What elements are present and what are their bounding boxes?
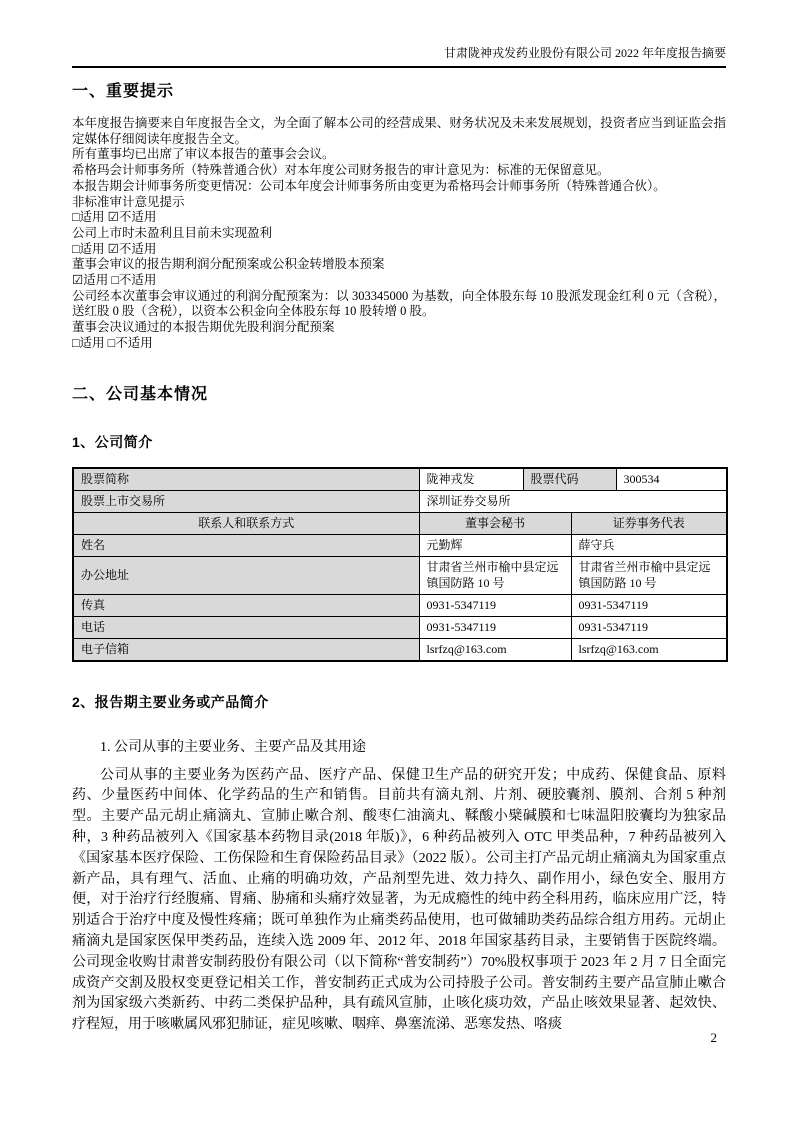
- row-label: 电子信箱: [73, 638, 419, 661]
- stock-code-label: 股票代码: [523, 468, 616, 491]
- representative-cell: lsrfzq@163.com: [571, 638, 727, 661]
- checkbox-line: □适用 ☑不适用: [72, 210, 157, 225]
- table-row-stock: [73, 468, 727, 491]
- secretary-cell: 0931-5347119: [419, 594, 571, 616]
- business-item-title: 1. 公司从事的主要业务、主要产品及其用途: [100, 739, 366, 755]
- row-label: 办公地址: [73, 556, 419, 594]
- notes-paragraph: 非标准审计意见提示: [72, 194, 185, 209]
- notes-paragraph: 董事会决议通过的本报告期优先股利润分配预案: [72, 320, 335, 335]
- representative-cell: 0931-5347119: [571, 594, 727, 616]
- table-row-contact-header: [73, 512, 727, 534]
- stock-code-value: 300534: [616, 468, 727, 491]
- representative-header: 证券事务代表: [571, 512, 727, 534]
- page-number: 2: [710, 1030, 717, 1045]
- checkbox-line: □适用 □不适用: [72, 335, 153, 350]
- section-2-heading: 二、公司基本情况: [72, 385, 209, 403]
- row-label: 传真: [73, 594, 419, 616]
- secretary-cell: 0931-5347119: [419, 616, 571, 638]
- notes-paragraph: 所有董事均已出席了审议本报告的董事会会议。: [72, 147, 335, 162]
- stock-name-value: 陇神戎发: [419, 468, 523, 491]
- secretary-cell: lsrfzq@163.com: [419, 638, 571, 661]
- notes-paragraph: 希格玛会计师事务所（特殊普通合伙）对本年度公司财务报告的审计意见为：标准的无保留意见。: [72, 163, 610, 178]
- business-heading: 2、报告期主要业务或产品简介: [72, 693, 269, 710]
- row-label: 电话: [73, 616, 419, 638]
- company-profile-table: [72, 467, 728, 662]
- notes-paragraph: 本年度报告摘要来自年度报告全文，为全面了解本公司的经营成果、财务状况及未来发展规划，投资者应当到证监会指定媒体仔细阅读年度报告全文。: [72, 116, 726, 146]
- document-header: [72, 46, 726, 68]
- table-row: [73, 616, 727, 638]
- table-row: [73, 534, 727, 556]
- notes-paragraph: 董事会审议的报告期利润分配预案或公积金转增股本预案: [72, 257, 385, 272]
- notes-paragraph: 本报告期会计师事务所变更情况：公司本年度会计师事务所由变更为希格玛会计师事务所（特殊普通合伙）。: [72, 178, 666, 193]
- important-notes-block: [72, 116, 726, 352]
- table-row-exchange: [73, 490, 727, 512]
- notes-paragraph: 公司经本次董事会审议通过的利润分配预案为：以 303345000 为基数，向全体股东每 10 股派发现金红利 0 元（含税），送红股 0 股（含税），以资本公积金向全体股东每 10 股转增 0 股。: [72, 288, 726, 319]
- notes-paragraph: 公司上市时未盈利且目前未实现盈利: [72, 225, 273, 240]
- representative-cell: 0931-5347119: [571, 616, 727, 638]
- table-row: [73, 594, 727, 616]
- checkbox-line: □适用 ☑不适用: [72, 241, 157, 256]
- company-profile-heading: 1、公司简介: [72, 433, 153, 450]
- row-label: 姓名: [73, 534, 419, 556]
- representative-cell: 甘肃省兰州市榆中县定远镇国防路 10 号: [571, 556, 727, 594]
- table-row: [73, 638, 727, 661]
- stock-name-label: 股票简称: [73, 468, 419, 491]
- contact-header-label: 联系人和联系方式: [73, 512, 419, 534]
- exchange-value: 深圳证券交易所: [419, 490, 727, 512]
- exchange-label: 股票上市交易所: [73, 490, 419, 512]
- document-header-title: 甘肃陇神戎发药业股份有限公司 2022 年年度报告摘要: [443, 46, 726, 60]
- representative-cell: 薛守兵: [571, 534, 727, 556]
- secretary-cell: 元勤辉: [419, 534, 571, 556]
- business-paragraph: 公司从事的主要业务为医药产品、医疗产品、保健卫生产品的研究开发；中成药、保健食品、原料药、少量医药中间体、化学药品的生产和销售。目前共有滴丸剂、片剂、硬胶囊剂、膜剂、合剂 5 种剂型。主要产品元胡止痛滴丸、宣肺止嗽合剂、酸枣仁油滴丸、鞣酸小檗碱膜和七味温阳胶囊均为独家品种，3 种药品被列入《国家基本药物目录(2018 年版)》，6 种药品被列入 OTC 甲类品种，7 种药品被列入《国家基本医疗保险、工伤保险和生育保险药品目录》（2022 版）。公司主打产品元胡止痛滴丸为国家重点新产品，具有理气、活血、止痛的明确功效，产品剂型先进、效力持久、副作用小，绿色安全、服用方便，对于治疗行经腹痛、胃痛、胁痛和头痛疗效显著，为无成瘾性的纯中药全科用药，临床应用广泛，特别适合于治疗中度及慢性疼痛；既可单独作为止痛类药品使用，也可做辅助类药品综合组方用药。元胡止痛滴丸是国家医保甲类药品，连续入选 2009 年、2012 年、2018 年国家基药目录，主要销售于医院终端。公司现金收购甘肃普安制药股份有限公司（以下简称“普安制药”）70%股权事项于 2023 年 2 月 7 日全面完成资产交割及股权变更登记相关工作，普安制药正式成为公司持股子公司。普安制药主要产品宣肺止嗽合剂为国家级六类新药、中药二类保护品种，具有疏风宣肺，止咳化痰功效，产品止咳效果显著、起效快、疗程短，用于咳嗽属风邪犯肺证，症见咳嗽、咽痒、鼻塞流涕、恶寒发热、咯痰: [72, 767, 726, 1033]
- table-row: [73, 556, 727, 594]
- secretary-header: 董事会秘书: [419, 512, 571, 534]
- secretary-cell: 甘肃省兰州市榆中县定远镇国防路 10 号: [419, 556, 571, 594]
- checkbox-line: ☑适用 □不适用: [72, 273, 157, 288]
- section-1-heading: 一、重要提示: [72, 83, 175, 100]
